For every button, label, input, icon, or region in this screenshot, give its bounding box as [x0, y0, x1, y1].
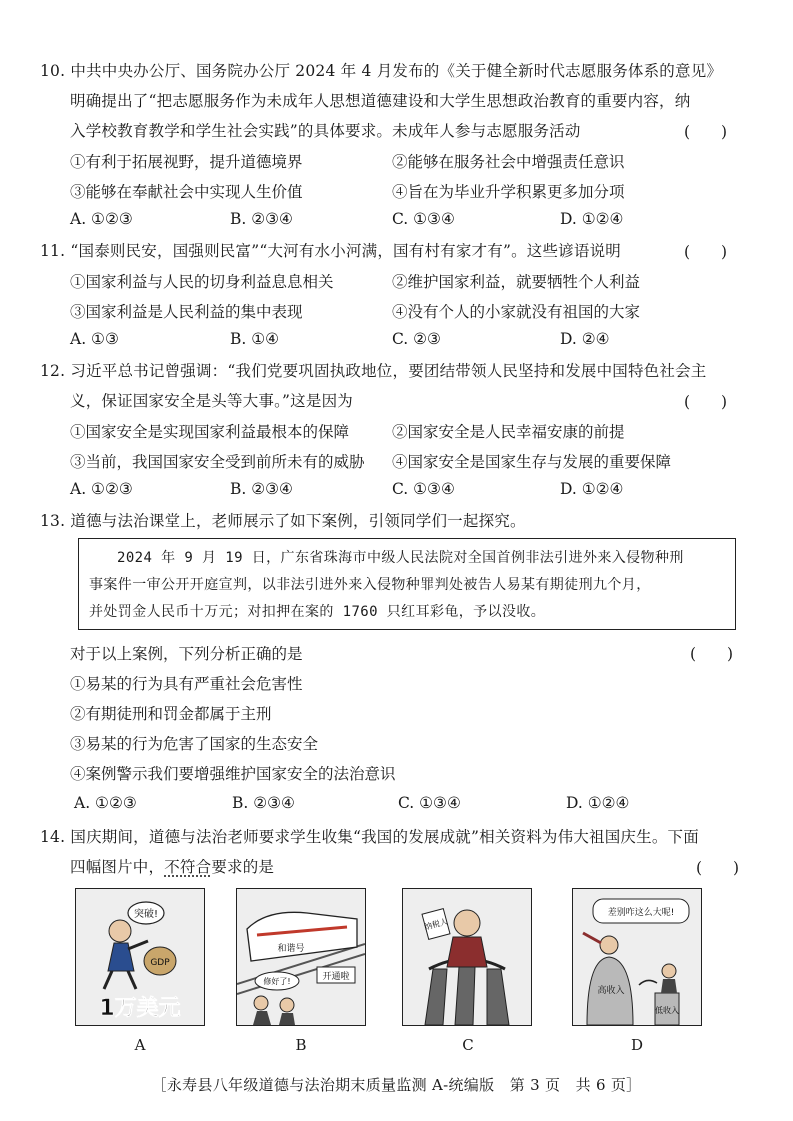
q10-option-c: C. ①③④ [392, 210, 455, 228]
q13-option-c: C. ①③④ [398, 794, 461, 812]
q13-case-line1: 2024 年 9 月 19 日，广东省珠海市中级人民法院对全国首例非法引进外来入侵物种刑 [117, 550, 684, 566]
q14-stem-line1: 14. 国庆期间，道德与法治老师要求学生收集“我国的发展成就”相关资料为伟大祖国庆生。下面 [40, 828, 699, 846]
cartoon-c [402, 888, 532, 1026]
q13-item-2: ②有期徒刑和罚金都属于主刑 [70, 705, 272, 723]
q13-option-a: A. ①②③ [74, 794, 137, 812]
cartoon-a-drawing [76, 889, 204, 1025]
q14-answer-paren: ( ) [696, 859, 740, 877]
q10-item-3: ③能够在奉献社会中实现人生价值 [70, 183, 303, 201]
cartoon-a [75, 888, 205, 1026]
q10-stem-line1: 10. 中共中央办公厅、国务院办公厅 2024 年 4 月发布的《关于健全新时代志愿服务体系的意见》 [40, 62, 723, 80]
q11-option-d: D. ②④ [560, 330, 610, 348]
q13-question: 对于以上案例，下列分析正确的是 [70, 645, 303, 663]
cartoon-b-label: B [295, 1036, 307, 1054]
q13-option-b: B. ②③④ [232, 794, 295, 812]
cartoon-b-bubble: 修好了! [263, 977, 291, 986]
cartoon-a-big-text: 1万美元 [99, 996, 181, 1021]
cartoon-b-drawing [237, 889, 365, 1025]
q12-item-3: ③当前，我国国家安全受到前所未有的威胁 [70, 453, 365, 471]
q11-option-a: A. ①③ [70, 330, 119, 348]
q13-answer-paren: ( ) [690, 645, 734, 663]
q12-answer-paren: ( ) [684, 393, 728, 411]
q10-option-a: A. ①②③ [70, 210, 133, 228]
q11-item-2: ②维护国家利益，就要牺牲个人利益 [392, 273, 641, 291]
q11-answer-paren: ( ) [684, 243, 728, 261]
cartoon-b-train-label: 和谐号 [277, 944, 305, 954]
q10-answer-paren: ( ) [684, 123, 728, 141]
cartoon-d-poor-label: 低收入 [655, 1006, 679, 1015]
q11-option-c: C. ②③ [392, 330, 441, 348]
q13-case-box [78, 538, 736, 630]
q13-case-line3: 并处罚金人民币十万元；对扣押在案的 1760 只红耳彩龟，予以没收。 [89, 604, 546, 620]
q13-option-d: D. ①②④ [566, 794, 630, 812]
cartoon-d-drawing [573, 889, 701, 1025]
q14-emphasis-not-meet: 不符合 [164, 858, 212, 876]
q10-stem-line2: 明确提出了“把志愿服务作为未成年人思想道德建设和大学生思想政治教育的重要内容，纳 [70, 92, 691, 110]
q13-stem-line1: 13. 道德与法治课堂上，老师展示了如下案例，引领同学们一起探究。 [40, 512, 526, 530]
q14-stem-line2-post: 要求的是 [211, 858, 275, 876]
page-footer: ［永寿县八年级道德与法治期末质量监测 A-统编版 第 3 页 共 6 页］ [151, 1076, 642, 1094]
q12-option-d: D. ①②④ [560, 480, 624, 498]
q14-stem-line2-pre: 四幅图片中， [70, 858, 165, 876]
cartoon-c-sign: 纳税人 [423, 917, 449, 932]
q13-item-1: ①易某的行为具有严重社会危害性 [70, 675, 303, 693]
cartoon-d-rich-label: 高收入 [597, 986, 625, 996]
q14-stem-line2 [70, 856, 274, 878]
cartoon-a-bag-label: GDP [150, 958, 170, 968]
cartoon-a-label: A [134, 1036, 146, 1054]
q12-stem-line2: 义，保证国家安全是头等大事。”这是因为 [70, 392, 353, 410]
q10-stem-line3: 入学校教育教学和学生社会实践”的具体要求。未成年人参与志愿服务活动 [70, 122, 581, 140]
q10-option-d: D. ①②④ [560, 210, 624, 228]
q12-option-b: B. ②③④ [230, 480, 293, 498]
cartoon-d-label: D [630, 1036, 644, 1054]
cartoon-d-bubble: 差别咋这么大呢! [607, 908, 675, 918]
q13-case-line2: 事案件一审公开开庭宣判，以非法引进外来入侵物种罪判处被告人易某有期徒刑九个月， [89, 577, 651, 593]
q12-option-a: A. ①②③ [70, 480, 133, 498]
q10-item-1: ①有利于拓展视野，提升道德境界 [70, 153, 303, 171]
q10-item-4: ④旨在为毕业升学积累更多加分项 [392, 183, 625, 201]
q12-item-2: ②国家安全是人民幸福安康的前提 [392, 423, 625, 441]
q12-option-c: C. ①③④ [392, 480, 455, 498]
q10-option-b: B. ②③④ [230, 210, 293, 228]
q13-item-4: ④案例警示我们要增强维护国家安全的法治意识 [70, 765, 396, 783]
q10-item-2: ②能够在服务社会中增强责任意识 [392, 153, 625, 171]
q11-item-3: ③国家利益是人民利益的集中表现 [70, 303, 303, 321]
q12-item-1: ①国家安全是实现国家利益最根本的保障 [70, 423, 350, 441]
cartoon-c-drawing [403, 889, 531, 1025]
q13-item-3: ③易某的行为危害了国家的生态安全 [70, 735, 319, 753]
cartoon-b-sign: 开通啦 [322, 972, 350, 982]
q11-stem-line1: 11. “国泰则民安，国强则民富”“大河有水小河满，国有村有家才有”。这些谚语说明 [40, 242, 621, 260]
q11-item-1: ①国家利益与人民的切身利益息息相关 [70, 273, 334, 291]
cartoon-b [236, 888, 366, 1026]
q12-stem-line1: 12. 习近平总书记曾强调：“我们党要巩固执政地位，要团结带领人民坚持和发展中国特色社会主 [40, 362, 707, 380]
cartoon-d [572, 888, 702, 1026]
cartoon-c-label: C [462, 1036, 474, 1054]
cartoon-a-bubble: 突破! [133, 909, 159, 920]
q11-option-b: B. ①④ [230, 330, 280, 348]
q12-item-4: ④国家安全是国家生存与发展的重要保障 [392, 453, 672, 471]
q11-item-4: ④没有个人的小家就没有祖国的大家 [392, 303, 641, 321]
